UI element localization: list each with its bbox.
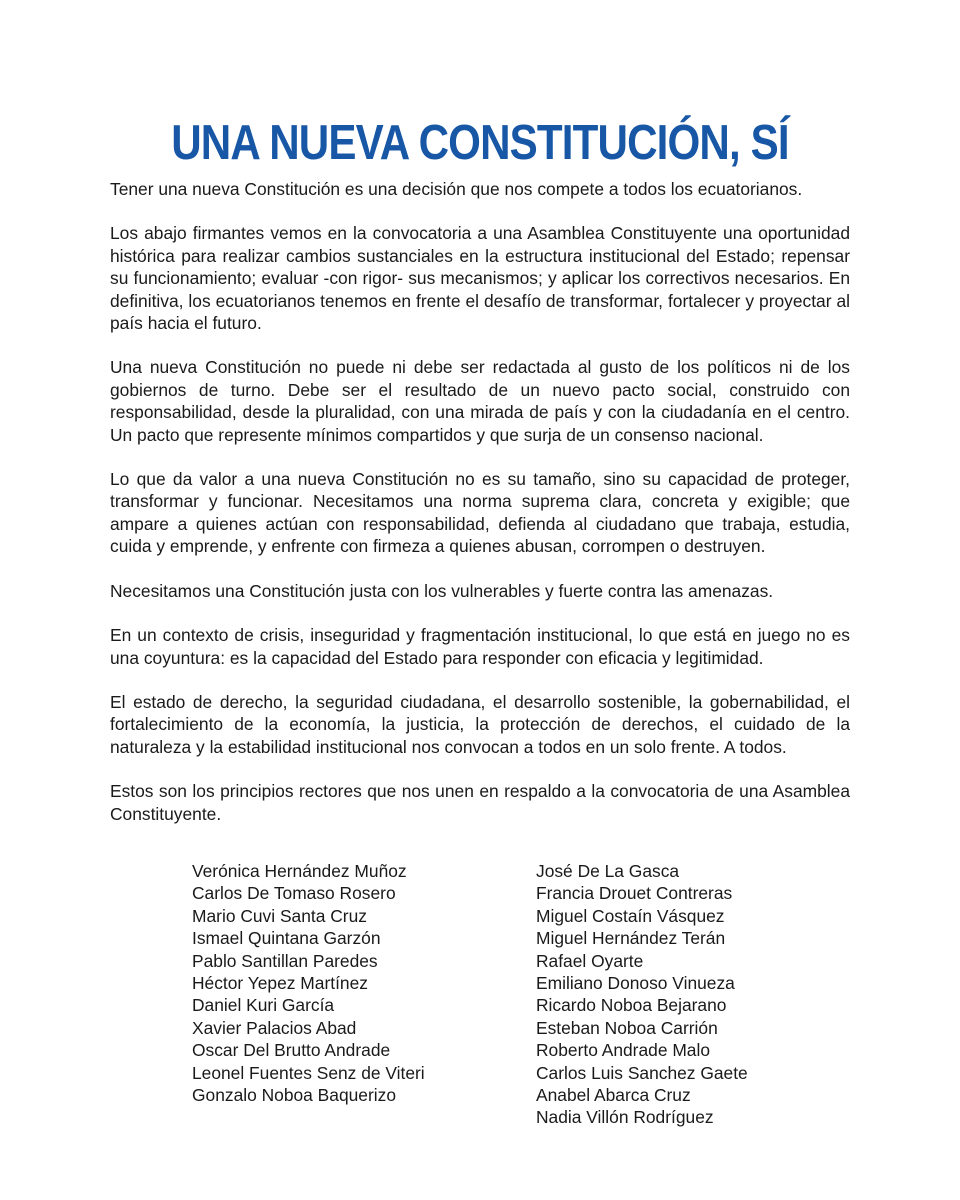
signatory-name: Verónica Hernández Muñoz: [192, 861, 407, 881]
paragraph-4: Lo que da valor a una nueva Constitución no es su tamaño, sino su capacidad de proteger, transformar y funcionar. Necesitamos una norma suprema clara, concreta y exigible; que ampare a quienes actúan con responsabilidad, defienda al ciudadano que trabaja, estudia, cuida y emprende, y enfrente con firmeza a quienes abusan, corrompen o destruyen.: [110, 469, 850, 557]
signatory-name: Anabel Abarca Cruz: [536, 1085, 691, 1106]
signatory-name: José De La Gasca: [536, 861, 680, 881]
signatory-name: Carlos Luis Sanchez Gaete: [536, 1062, 748, 1083]
signatory-name: Pablo Santillan Paredes: [192, 950, 378, 971]
signatory-name: Leonel Fuentes Senz de Viteri: [192, 1062, 425, 1083]
paragraph-2: Los abajo firmantes vemos en la convocatoria a una Asamblea Constituyente una oportunidad histórica para realizar cambios sustanciales en la estructura institucional del Estado; repensar su funcionamiento; evaluar -con rigor- sus mecanismos; y aplicar los correctivos necesarios. En definitiva, los ecuatorianos tenemos en frente el desafío de transformar, fortalecer y proyectar al país hacia el futuro.: [110, 223, 850, 334]
signatory-name: Xavier Palacios Abad: [192, 1017, 357, 1038]
signatory-name: Roberto Andrade Malo: [536, 1040, 711, 1061]
signatory-name: Ismael Quintana Garzón: [192, 928, 381, 949]
signatory-name: Miguel Costaín Vásquez: [536, 905, 725, 926]
document-title: UNA NUEVA CONSTITUCIÓN, SÍ: [171, 115, 789, 170]
signatory-name: Nadia Villón Rodríguez: [536, 1107, 714, 1128]
signatory-name: Daniel Kuri García: [192, 995, 335, 1016]
paragraph-8: Estos son los principios rectores que nos unen en respaldo a la convocatoria de una Asamblea Constituyente.: [110, 781, 850, 824]
signatory-name: Miguel Hernández Terán: [536, 928, 726, 949]
signatory-name: Gonzalo Noboa Baquerizo: [192, 1085, 396, 1106]
paragraph-3: Una nueva Constitución no puede ni debe ser redactada al gusto de los políticos ni de los gobiernos de turno. Debe ser el resultado de un nuevo pacto social, construido con responsabilidad, desde la pluralidad, con una mirada de país y con la ciudadanía en el centro. Un pacto que represente mínimos compartidos y que surja de un consenso nacional.: [110, 357, 850, 445]
signatory-name: Carlos De Tomaso Rosero: [192, 883, 396, 904]
paragraph-6: En un contexto de crisis, inseguridad y fragmentación institucional, lo que está en juego no es una coyuntura: es la capacidad del Estado para responder con eficacia y legitimidad.: [110, 625, 850, 668]
signatory-name: Héctor Yepez Martínez: [192, 973, 368, 994]
signatories-left-column: [192, 860, 425, 1106]
paragraph-7: El estado de derecho, la seguridad ciudadana, el desarrollo sostenible, la gobernabilidad, el fortalecimiento de la economía, la justicia, la protección de derechos, el cuidado de la naturaleza y la estabilidad institucional nos convocan a todos en un solo frente. A todos.: [110, 691, 850, 757]
paragraph-5: Necesitamos una Constitución justa con los vulnerables y fuerte contra las amenazas.: [110, 580, 774, 601]
signatory-name: Oscar Del Brutto Andrade: [192, 1040, 391, 1061]
document-body: [110, 178, 850, 847]
signatory-name: Ricardo Noboa Bejarano: [536, 995, 727, 1016]
signatory-name: Francia Drouet Contreras: [536, 883, 733, 904]
signatory-name: Mario Cuvi Santa Cruz: [192, 905, 367, 926]
paragraph-1: Tener una nueva Constitución es una decisión que nos compete a todos los ecuatorianos.: [110, 179, 803, 199]
signatories-right-column: [536, 860, 748, 1129]
signatory-name: Rafael Oyarte: [536, 950, 644, 971]
signatory-name: Esteban Noboa Carrión: [536, 1017, 718, 1038]
signatory-name: Emiliano Donoso Vinueza: [536, 973, 735, 994]
